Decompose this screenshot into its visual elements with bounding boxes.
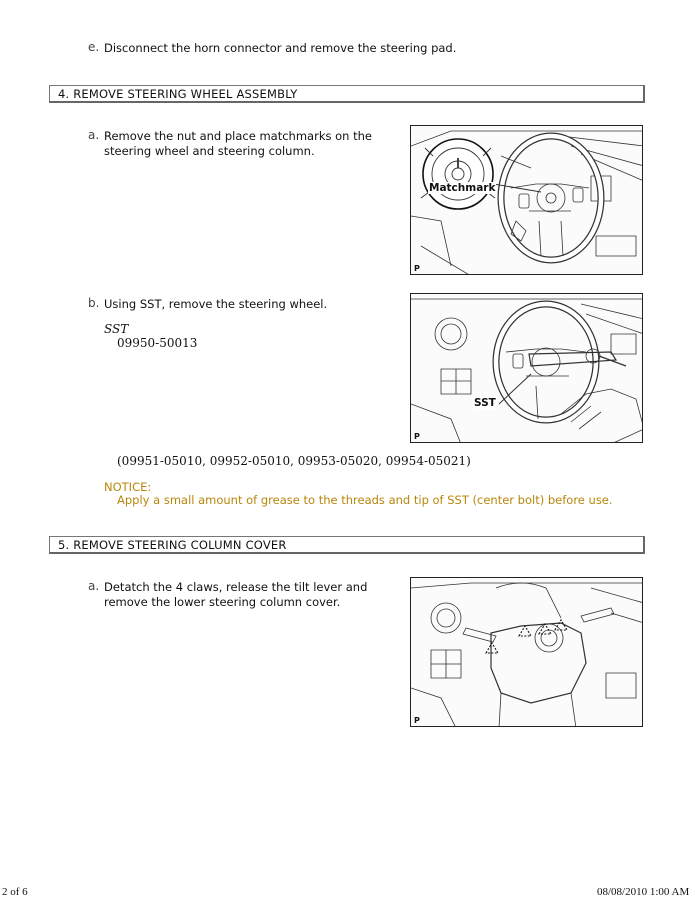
sst-number: 09950-50013 [117,336,198,350]
step-5a-line2: remove the lower steering column cover. [104,595,341,609]
figure-matchmark [410,125,643,275]
matchmark-illustration [411,126,643,275]
sst-callout: SST [474,397,496,409]
section-5-title: 5. REMOVE STEERING COLUMN COVER [58,538,287,552]
matchmark-callout: Matchmark [429,182,496,194]
column-cover-illustration [411,578,643,727]
section-5-header [49,536,645,554]
figure-column-cover [410,577,643,727]
print-datetime: 08/08/2010 1:00 AM [597,886,690,898]
sst-illustration [411,294,643,443]
step-5a-letter: a. [88,579,100,593]
notice-label: NOTICE: [104,480,152,494]
step-4a-line1: Remove the nut and place matchmarks on the [104,129,372,143]
step-e-text: Disconnect the horn connector and remove the steering pad. [104,41,457,55]
section-4-header [49,85,645,103]
step-4a-letter: a. [88,128,100,142]
figure-sst [410,293,643,443]
step-4b-letter: b. [88,296,100,310]
sst-label: SST [104,322,129,336]
figure-p-label: P [414,432,420,441]
section-4-title: 4. REMOVE STEERING WHEEL ASSEMBLY [58,87,298,101]
notice-text: Apply a small amount of grease to the threads and tip of SST (center bolt) before use. [117,493,613,507]
figure-p-label: P [414,264,420,273]
step-4b-text: Using SST, remove the steering wheel. [104,297,328,311]
step-5a-line1: Detatch the 4 claws, release the tilt lever and [104,580,368,594]
figure-p-label: P [414,716,420,725]
sst-parts-list: (09951-05010, 09952-05010, 09953-05020, 09954-05021) [117,454,471,468]
step-e-letter: e. [88,40,100,54]
page-number: 2 of 6 [2,886,28,898]
step-4a-line2: steering wheel and steering column. [104,144,315,158]
